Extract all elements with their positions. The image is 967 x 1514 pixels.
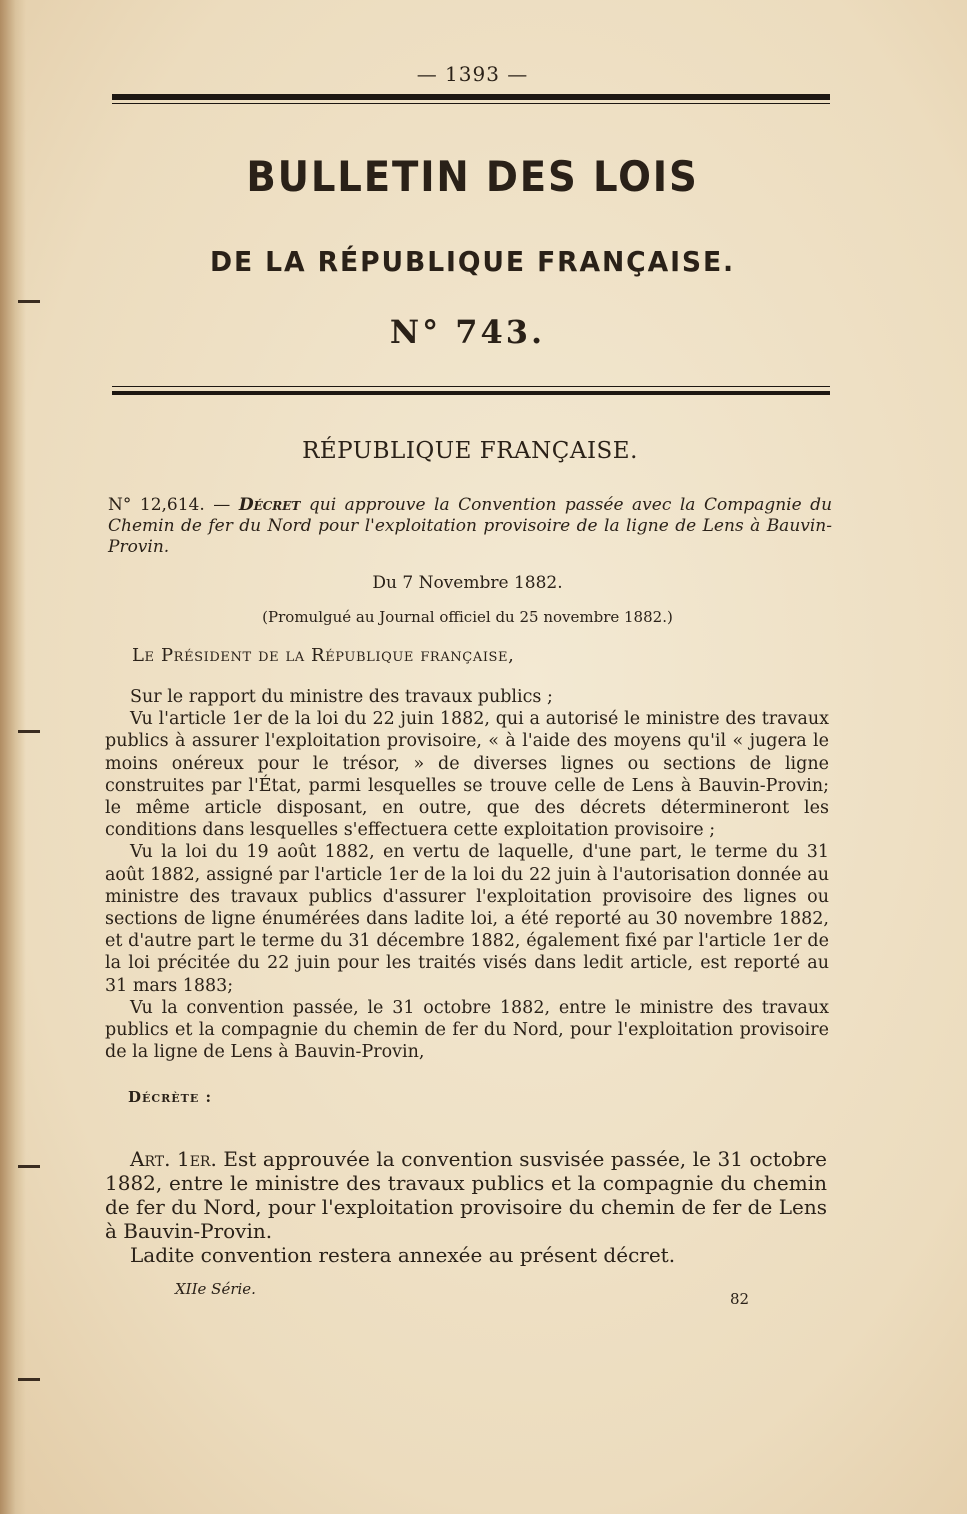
preamble-paragraph: Vu la convention passée, le 31 octobre 1882, entre le ministre des travaux publics et la compagnie du chemin de fer du Nord, pour l'exploitation provisoire de la ligne de Lens à Bauvin-Provin, xyxy=(105,997,829,1063)
article-1-text: Est approuvée la convention susvisée passée, le 31 octobre 1882, entre le ministre des travaux publics et la compagnie du chemin de fer du Nord, pour l'exploitation provisoire du chemin de fer de Lens à Bauvin-Provin. xyxy=(105,1147,827,1243)
signature-mark: 82 xyxy=(730,1290,750,1308)
article-1 xyxy=(105,1147,827,1243)
header-rule xyxy=(112,94,830,100)
decree-description: qui approuve la Convention passée avec la Compagnie du Chemin de fer du Nord pour l'exploitation provisoire de la ligne de Lens à Bauvin-Provin. xyxy=(108,495,833,557)
section-heading: RÉPUBLIQUE FRANÇAISE. xyxy=(302,438,638,464)
preamble-paragraph: Sur le rapport du ministre des travaux publics ; xyxy=(130,687,553,707)
preamble-paragraph: Vu la loi du 19 août 1882, en vertu de laquelle, d'une part, le terme du 31 août 1882, assigné par l'article 1er de la loi du 22 juin à l'autorisation donnée au ministre des travaux publics d'assurer l'exploitation provisoire des lignes ou sections de ligne énumérées dans ladite loi, a été reporté au 30 novembre 1882, et d'autre part le terme du 31 décembre 1882, également fixé par l'article 1er de la loi précitée du 22 juin pour les traités visés dans ledit article, est reporté au 31 mars 1883; xyxy=(105,842,829,996)
decree-number: N° 12,614. — xyxy=(108,495,231,515)
president-heading: Le Président de la République française, xyxy=(132,645,515,666)
preamble-paragraph: Vu l'article 1er de la loi du 22 juin 1882, qui a autorisé le ministre des travaux publics à assurer l'exploitation provisoire, « à l'aide des moyens qu'il « jugera le moins onéreux pour le trésor, » de diverses lignes ou sections de ligne construites par l'État, parmi lesquelles se trouve celle de Lens à Bauvin-Provin; le même article disposant, en outre, que des décrets détermineront les conditions dans lesquelles s'effectuera cette exploitation provisoire ; xyxy=(105,709,829,841)
article-1-label: Art. 1er. xyxy=(130,1147,217,1171)
page-number: — 1393 — xyxy=(416,62,529,86)
decrete-label: Décrète : xyxy=(128,1088,213,1106)
header-rule-thin xyxy=(112,103,830,104)
bulletin-title: BULLETIN DES LOIS xyxy=(246,152,699,201)
article-block xyxy=(105,1147,827,1267)
annex-paragraph: Ladite convention restera annexée au présent décret. xyxy=(130,1243,676,1267)
section-rule xyxy=(112,391,830,395)
preamble-body xyxy=(105,686,829,1063)
series-label: XIIe Série. xyxy=(175,1280,256,1298)
promulgation-note: (Promulgué au Journal officiel du 25 novembre 1882.) xyxy=(262,608,673,626)
decree-kind: Décret xyxy=(238,495,301,515)
decree-date: Du 7 Novembre 1882. xyxy=(372,573,563,593)
decree-summary xyxy=(108,495,832,558)
issue-number: N° 743. xyxy=(389,313,546,351)
bulletin-subtitle: DE LA RÉPUBLIQUE FRANÇAISE. xyxy=(209,245,736,278)
section-rule-thin xyxy=(112,386,830,387)
